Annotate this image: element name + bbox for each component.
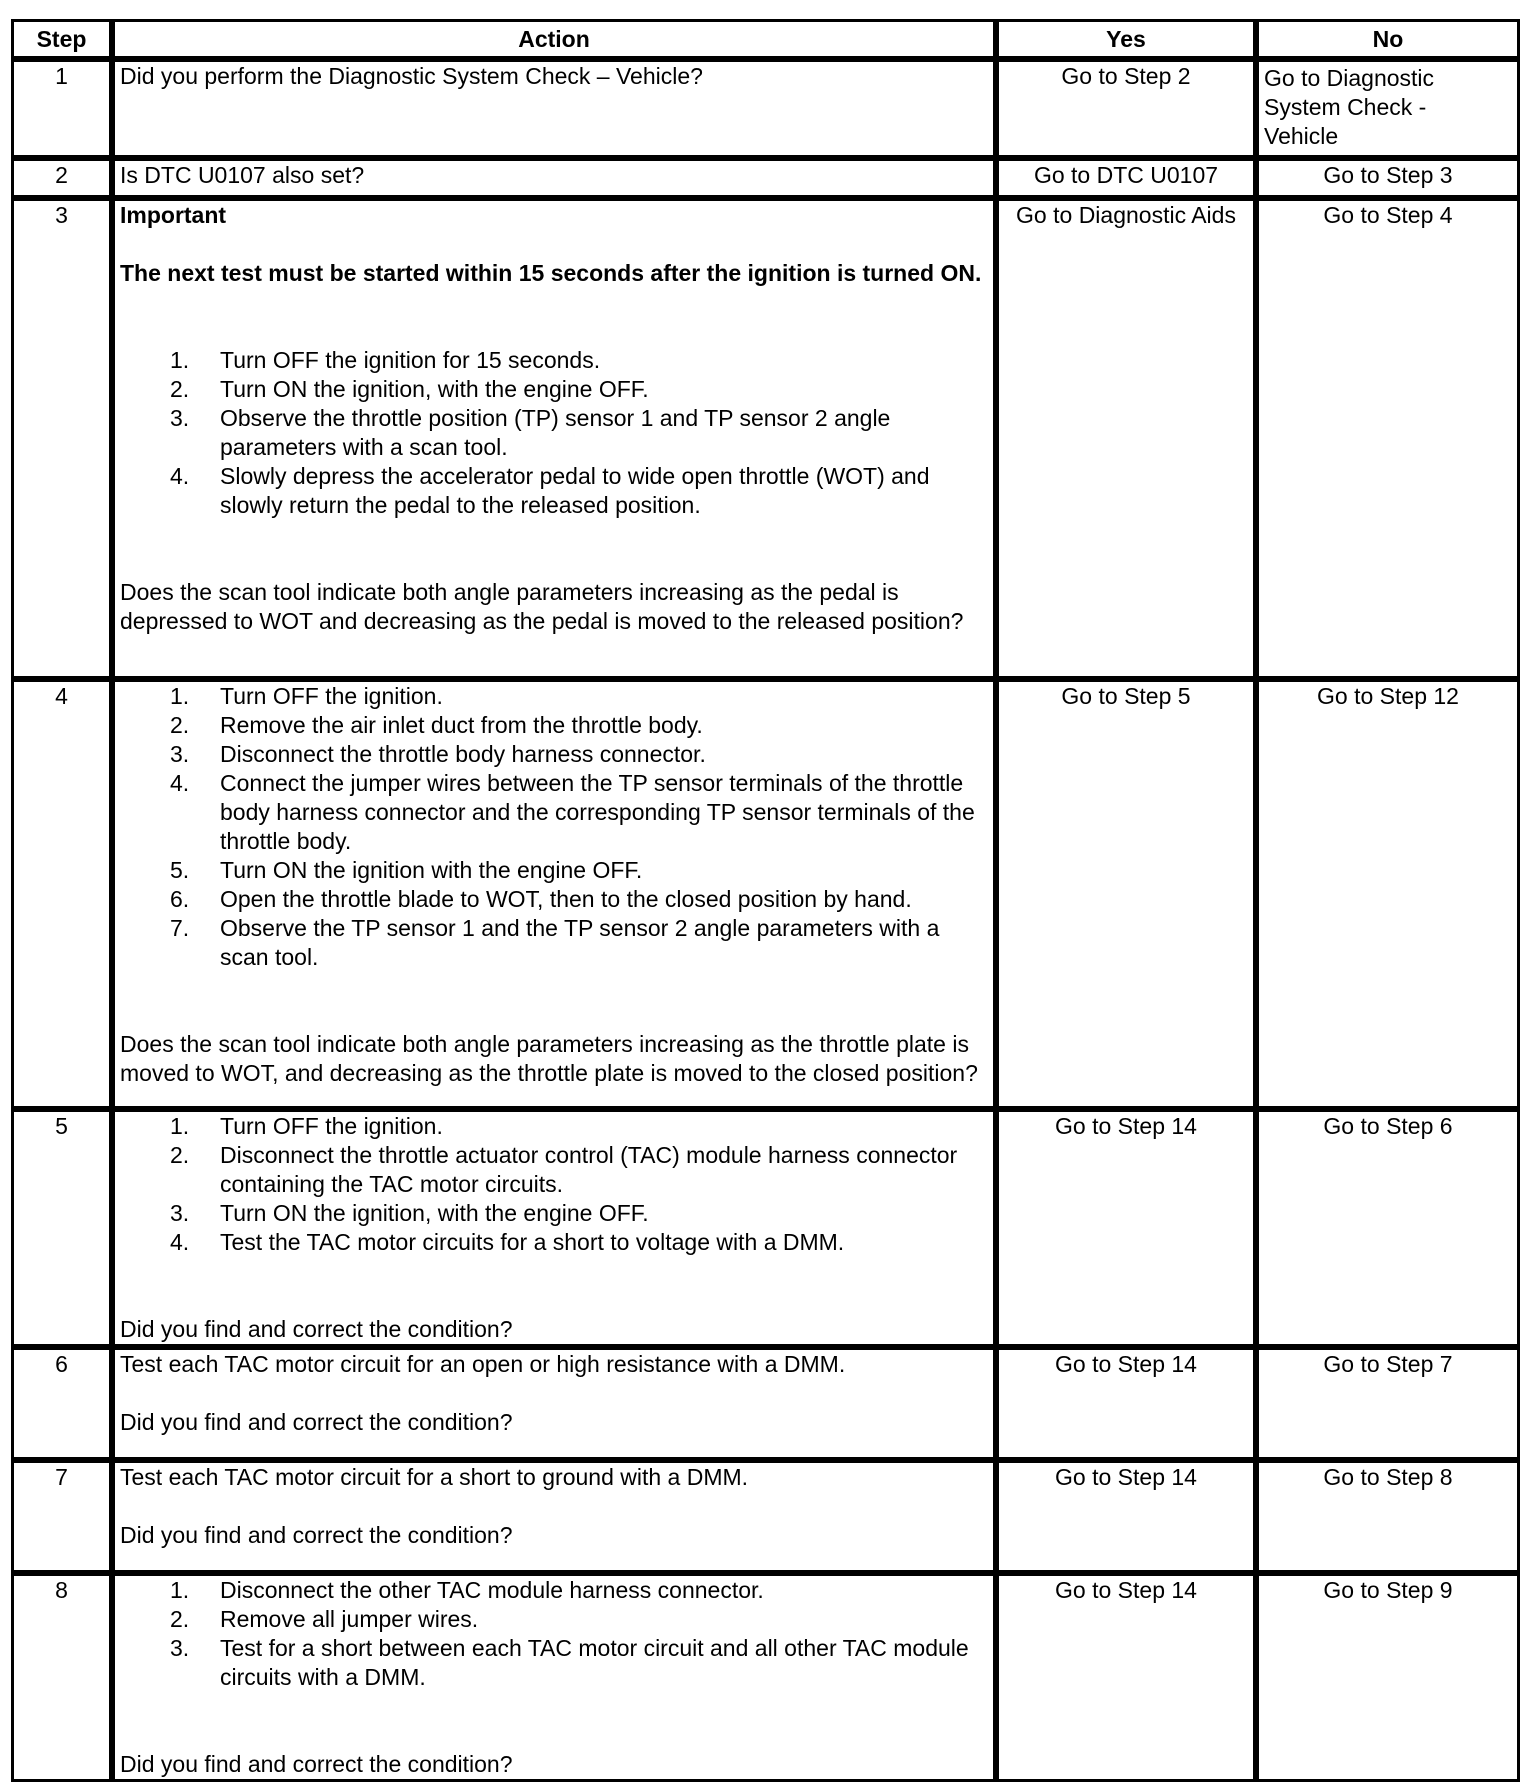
yes-cell: Go to Step 14	[996, 1109, 1256, 1347]
step-number: 5	[11, 1109, 112, 1347]
diagnostic-document	[11, 19, 1520, 1782]
no-cell: Go to Step 4	[1256, 198, 1520, 679]
header-step: Step	[11, 19, 112, 59]
question-text: Is DTC U0107 also set?	[120, 162, 365, 188]
list-item: 3. Disconnect the throttle body harness connector.	[170, 741, 706, 767]
step-number: 1	[11, 59, 112, 158]
no-cell: Go to Step 3	[1256, 158, 1520, 198]
procedure-list	[120, 682, 988, 972]
step-number: 2	[11, 158, 112, 198]
no-line: System Check -	[1264, 94, 1427, 120]
step-number: 6	[11, 1347, 112, 1460]
no-cell: Go to Step 6	[1256, 1109, 1520, 1347]
table-row	[11, 679, 1520, 1109]
table-row	[11, 1573, 1520, 1782]
table-row	[11, 1460, 1520, 1573]
question-text: Did you find and correct the condition?	[120, 1522, 513, 1548]
header-yes: Yes	[996, 19, 1256, 59]
table-header-row	[11, 19, 1520, 59]
list-item: 1. Turn OFF the ignition.	[170, 683, 443, 709]
action-cell	[112, 1347, 996, 1460]
yes-cell: Go to DTC U0107	[996, 158, 1256, 198]
question-text: Did you find and correct the condition?	[120, 1409, 513, 1435]
question-text: Did you perform the Diagnostic System Check – Vehicle?	[120, 63, 703, 89]
no-line: Vehicle	[1264, 123, 1339, 149]
yes-cell: Go to Step 14	[996, 1460, 1256, 1573]
question-text: Does the scan tool indicate both angle parameters increasing as the pedal is depressed to WOT and decreasing as the pedal is moved to the released position?	[120, 579, 964, 634]
table-row	[11, 59, 1520, 158]
diagnostic-table	[11, 19, 1520, 1782]
list-item: 4. Test the TAC motor circuits for a short to voltage with a DMM.	[170, 1229, 845, 1255]
yes-cell: Go to Step 14	[996, 1573, 1256, 1782]
step-number: 8	[11, 1573, 112, 1782]
action-cell	[112, 679, 996, 1109]
important-note: The next test must be started within 15 seconds after the ignition is turned ON.	[120, 260, 982, 286]
procedure-list	[120, 346, 988, 520]
question-text: Did you find and correct the condition?	[120, 1751, 513, 1777]
list-item: 2. Remove all jumper wires.	[170, 1606, 479, 1632]
list-item: 2. Turn ON the ignition, with the engine OFF.	[170, 376, 649, 402]
question-text: Does the scan tool indicate both angle parameters increasing as the throttle plate is moved to WOT, and decreasing as the throttle plate is moved to the closed position?	[120, 1031, 978, 1086]
list-item: 1. Turn OFF the ignition for 15 seconds.	[170, 347, 601, 373]
header-no: No	[1256, 19, 1520, 59]
list-item: 4. Connect the jumper wires between the TP sensor terminals of the throttle body harness connector and the corresponding TP sensor terminals of the throttle body.	[170, 770, 975, 854]
yes-cell: Go to Step 2	[996, 59, 1256, 158]
list-item: 2. Disconnect the throttle actuator control (TAC) module harness connector containing the TAC motor circuits.	[170, 1142, 958, 1197]
yes-cell: Go to Step 5	[996, 679, 1256, 1109]
header-action: Action	[112, 19, 996, 59]
action-cell	[112, 59, 996, 158]
list-item: 2. Remove the air inlet duct from the throttle body.	[170, 712, 703, 738]
no-cell: Go to Step 7	[1256, 1347, 1520, 1460]
action-cell	[112, 1109, 996, 1347]
procedure-list	[120, 1112, 988, 1257]
list-item: 3. Turn ON the ignition, with the engine OFF.	[170, 1200, 649, 1226]
table-row	[11, 1347, 1520, 1460]
no-cell: Go to Step 9	[1256, 1573, 1520, 1782]
step-number: 7	[11, 1460, 112, 1573]
list-item: 5. Turn ON the ignition with the engine OFF.	[170, 857, 643, 883]
list-item: 6. Open the throttle blade to WOT, then to the closed position by hand.	[170, 886, 912, 912]
table-row	[11, 1109, 1520, 1347]
list-item: 7. Observe the TP sensor 1 and the TP sensor 2 angle parameters with a scan tool.	[170, 915, 940, 970]
step-number: 3	[11, 198, 112, 679]
list-item: 1. Turn OFF the ignition.	[170, 1113, 443, 1139]
no-cell: Go to Step 8	[1256, 1460, 1520, 1573]
step-number: 4	[11, 679, 112, 1109]
procedure-list	[120, 1576, 988, 1692]
no-cell	[1256, 59, 1520, 158]
instruction-text: Test each TAC motor circuit for an open or high resistance with a DMM.	[120, 1351, 846, 1377]
question-text: Did you find and correct the condition?	[120, 1316, 513, 1342]
no-cell: Go to Step 12	[1256, 679, 1520, 1109]
list-item: 3. Test for a short between each TAC motor circuit and all other TAC module circuits with a DMM.	[170, 1635, 969, 1690]
list-item: 4. Slowly depress the accelerator pedal to wide open throttle (WOT) and slowly return the pedal to the released position.	[170, 463, 930, 518]
yes-cell: Go to Step 14	[996, 1347, 1256, 1460]
instruction-text: Test each TAC motor circuit for a short to ground with a DMM.	[120, 1464, 749, 1490]
yes-cell: Go to Diagnostic Aids	[996, 198, 1256, 679]
action-cell	[112, 158, 996, 198]
no-line: Go to Diagnostic	[1264, 65, 1435, 91]
table-row	[11, 198, 1520, 679]
list-item: 3. Observe the throttle position (TP) sensor 1 and TP sensor 2 angle parameters with a scan tool.	[170, 405, 891, 460]
action-cell	[112, 1573, 996, 1782]
table-row	[11, 158, 1520, 198]
action-cell	[112, 1460, 996, 1573]
important-label: Important	[120, 202, 227, 228]
list-item: 1. Disconnect the other TAC module harness connector.	[170, 1577, 764, 1603]
action-cell	[112, 198, 996, 679]
